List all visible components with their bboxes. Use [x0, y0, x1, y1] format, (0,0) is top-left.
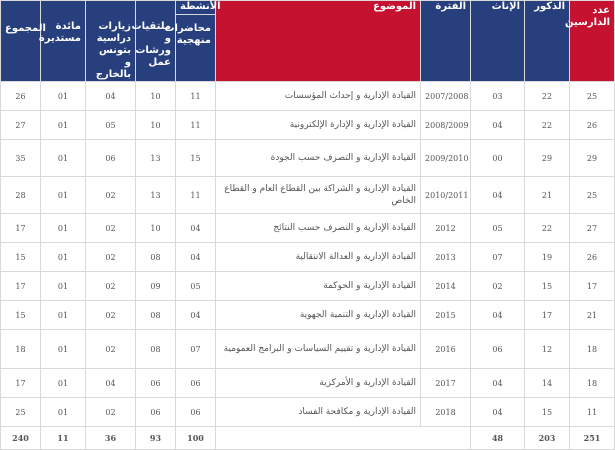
cell-forums: 10 — [136, 82, 176, 111]
cell-lectures: 04 — [176, 214, 216, 243]
cell-forums: 08 — [136, 243, 176, 272]
cell-topic: القيادة الإدارية و الحوكمة — [216, 272, 421, 301]
cell-students: 17 — [570, 272, 615, 301]
header-topic: الموضوع — [216, 1, 421, 82]
table-row — [1, 243, 615, 272]
cell-forums: 06 — [136, 369, 176, 398]
table-row — [1, 301, 615, 330]
total-roundtable: 11 — [41, 427, 86, 450]
table-body — [1, 82, 615, 450]
cell-lectures: 15 — [176, 140, 216, 177]
table-row — [1, 398, 615, 427]
cell-visits: 02 — [86, 301, 136, 330]
cell-forums: 10 — [136, 214, 176, 243]
total-grand: 240 — [1, 427, 41, 450]
cell-roundtable: 01 — [41, 369, 86, 398]
cell-topic: القيادة الإدارية و تقييم السياسات و البرامج العمومية — [216, 330, 421, 369]
cell-total: 18 — [1, 330, 41, 369]
cell-lectures: 06 — [176, 398, 216, 427]
cell-males: 17 — [525, 301, 570, 330]
cell-lectures: 04 — [176, 243, 216, 272]
cell-males: 29 — [525, 140, 570, 177]
cell-topic: القيادة الإدارية و الإدارة الإلكترونية — [216, 111, 421, 140]
cell-females: 07 — [471, 243, 525, 272]
cell-males: 15 — [525, 398, 570, 427]
header-forums: ملتقيات و ورشات عمل — [136, 1, 176, 82]
table-row — [1, 272, 615, 301]
cell-forums: 13 — [136, 177, 176, 214]
cell-forums: 10 — [136, 111, 176, 140]
cell-lectures: 11 — [176, 111, 216, 140]
cell-visits: 02 — [86, 177, 136, 214]
cell-visits: 04 — [86, 82, 136, 111]
table-row — [1, 214, 615, 243]
cell-females: 00 — [471, 140, 525, 177]
cell-period: 2014 — [421, 272, 471, 301]
cell-lectures: 11 — [176, 177, 216, 214]
total-lectures: 100 — [176, 427, 216, 450]
cell-students: 26 — [570, 111, 615, 140]
cell-students: 21 — [570, 301, 615, 330]
totals-row — [1, 427, 615, 450]
cell-females: 06 — [471, 330, 525, 369]
cell-period: 2016 — [421, 330, 471, 369]
cell-topic: القيادة الإدارية و التصرف حسب الجودة — [216, 140, 421, 177]
cell-roundtable: 01 — [41, 111, 86, 140]
cell-total: 35 — [1, 140, 41, 177]
cell-females: 04 — [471, 177, 525, 214]
cell-students: 25 — [570, 82, 615, 111]
cell-roundtable: 01 — [41, 398, 86, 427]
cell-forums: 09 — [136, 272, 176, 301]
cell-topic: القيادة الإدارية و الشراكة بين القطاع العام و القطاع الخاص — [216, 177, 421, 214]
cell-total: 26 — [1, 82, 41, 111]
cell-forums: 08 — [136, 330, 176, 369]
table-row — [1, 111, 615, 140]
cell-females: 02 — [471, 272, 525, 301]
cell-visits: 02 — [86, 398, 136, 427]
total-males: 203 — [525, 427, 570, 450]
cell-roundtable: 01 — [41, 301, 86, 330]
table-row — [1, 369, 615, 398]
total-forums: 93 — [136, 427, 176, 450]
cell-visits: 02 — [86, 272, 136, 301]
cell-males: 14 — [525, 369, 570, 398]
cell-period: 2007/2008 — [421, 82, 471, 111]
cell-visits: 04 — [86, 369, 136, 398]
cell-total: 28 — [1, 177, 41, 214]
cell-roundtable: 01 — [41, 82, 86, 111]
cell-period: 2018 — [421, 398, 471, 427]
cell-males: 19 — [525, 243, 570, 272]
cell-topic: القيادة الإدارية و إحداث المؤسسات — [216, 82, 421, 111]
total-visits: 36 — [86, 427, 136, 450]
header-activities: الأنشطة — [176, 1, 216, 15]
cell-period: 2012 — [421, 214, 471, 243]
cell-total: 27 — [1, 111, 41, 140]
cell-topic: القيادة الإدارية و التنمية الجهوية — [216, 301, 421, 330]
cell-students: 25 — [570, 177, 615, 214]
cell-period: 2017 — [421, 369, 471, 398]
header-students: عدد الدارسين — [570, 1, 615, 82]
cell-lectures: 04 — [176, 301, 216, 330]
cell-students: 18 — [570, 369, 615, 398]
cell-period: 2010/2011 — [421, 177, 471, 214]
cell-females: 04 — [471, 111, 525, 140]
total-females: 48 — [471, 427, 525, 450]
cell-males: 22 — [525, 214, 570, 243]
cell-students: 29 — [570, 140, 615, 177]
header-total: المجموع — [1, 1, 41, 82]
table-row — [1, 330, 615, 369]
cell-males: 12 — [525, 330, 570, 369]
cell-students: 11 — [570, 398, 615, 427]
header-females: الإناث — [471, 1, 525, 82]
cell-lectures: 07 — [176, 330, 216, 369]
cell-roundtable: 01 — [41, 243, 86, 272]
cell-males: 22 — [525, 111, 570, 140]
cell-period: 2008/2009 — [421, 111, 471, 140]
cell-topic: القيادة الإدارية و الأمركزية — [216, 369, 421, 398]
cell-females: 05 — [471, 214, 525, 243]
cell-forums: 08 — [136, 301, 176, 330]
cell-females: 04 — [471, 398, 525, 427]
cell-students: 26 — [570, 243, 615, 272]
cell-topic: القيادة الإدارية و التصرف حسب النتائج — [216, 214, 421, 243]
cell-period: 2009/2010 — [421, 140, 471, 177]
cell-roundtable: 01 — [41, 330, 86, 369]
cell-visits: 02 — [86, 243, 136, 272]
cell-period: 2015 — [421, 301, 471, 330]
cell-period: 2013 — [421, 243, 471, 272]
cell-roundtable: 01 — [41, 177, 86, 214]
cell-total: 15 — [1, 243, 41, 272]
cell-topic: القيادة الإدارية و مكافحة الفساد — [216, 398, 421, 427]
cell-visits: 05 — [86, 111, 136, 140]
cell-roundtable: 01 — [41, 140, 86, 177]
cell-roundtable: 01 — [41, 214, 86, 243]
cell-visits: 06 — [86, 140, 136, 177]
cell-lectures: 05 — [176, 272, 216, 301]
table-row — [1, 82, 615, 111]
cell-total: 17 — [1, 369, 41, 398]
cell-topic: القيادة الإدارية و العدالة الانتقالية — [216, 243, 421, 272]
cell-total: 17 — [1, 214, 41, 243]
cell-total: 15 — [1, 301, 41, 330]
cell-students: 18 — [570, 330, 615, 369]
header-males: الذكور — [525, 1, 570, 82]
total-students: 251 — [570, 427, 615, 450]
cell-females: 04 — [471, 369, 525, 398]
cell-females: 03 — [471, 82, 525, 111]
cell-females: 04 — [471, 301, 525, 330]
cell-lectures: 06 — [176, 369, 216, 398]
table-row — [1, 177, 615, 214]
table-row — [1, 140, 615, 177]
cell-males: 15 — [525, 272, 570, 301]
header-lectures: محاضرات منهجية — [176, 15, 216, 82]
header-visits: زيارات دراسية بتونس و بالخارج — [86, 1, 136, 82]
cell-forums: 06 — [136, 398, 176, 427]
cell-visits: 02 — [86, 330, 136, 369]
cell-visits: 02 — [86, 214, 136, 243]
cell-total: 25 — [1, 398, 41, 427]
cell-forums: 13 — [136, 140, 176, 177]
cell-roundtable: 01 — [41, 272, 86, 301]
header-period: الفترة — [421, 1, 471, 82]
cell-lectures: 11 — [176, 82, 216, 111]
cell-males: 21 — [525, 177, 570, 214]
header-roundtable: مائدة مستديرة — [41, 1, 86, 82]
total-topic-empty — [216, 427, 471, 450]
cell-males: 22 — [525, 82, 570, 111]
cell-total: 17 — [1, 272, 41, 301]
cell-students: 27 — [570, 214, 615, 243]
